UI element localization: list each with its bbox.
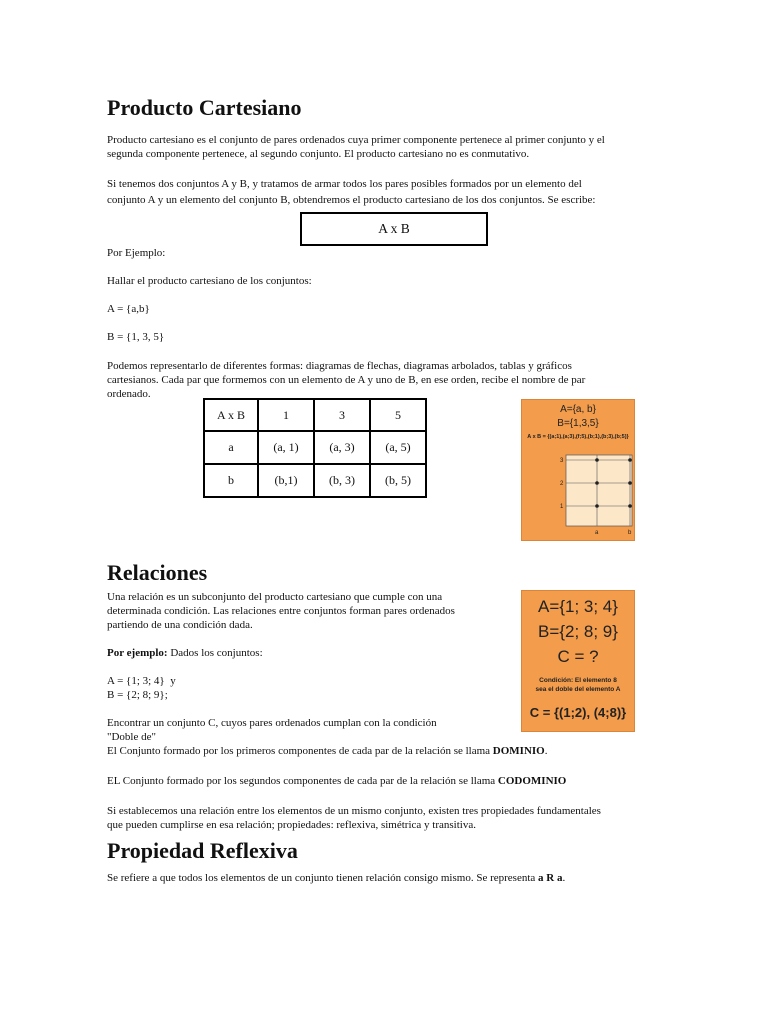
- y-tick-label: 2: [560, 481, 564, 487]
- notation-box: A x B: [300, 212, 488, 246]
- graph-plot: [522, 400, 636, 542]
- table-cell: (b, 3): [314, 464, 370, 497]
- table-header-cell: A x B: [204, 399, 258, 431]
- text: Se refiere a que todos los elementos de un conjunto tienen relación consigo mismo. Se representa: [107, 872, 539, 884]
- table-header-cell: 1: [258, 399, 314, 431]
- text-line: conjunto A y un elemento del conjunto B, obtendremos el producto cartesiano de los dos conjuntos. Se escribe:: [107, 194, 596, 206]
- text-line: Una relación es un subconjunto del producto cartesiano que cumple con una: [107, 591, 443, 603]
- figure-set-b: B={1,3,5}: [557, 418, 599, 429]
- text: El Conjunto formado por los primeros componentes de cada par de la relación se llama: [107, 745, 493, 757]
- text-line: determinada condición. Las relaciones entre conjuntos forman pares ordenados: [107, 605, 455, 617]
- figure-product: A x B = {(a;1),(a;3),(f;5),(b;1),(b;3),(b;5)}: [527, 434, 629, 440]
- label-por-ejemplo: Por Ejemplo:: [107, 247, 166, 259]
- paragraph-codominio: [107, 774, 727, 788]
- cartesian-graph-image: [521, 399, 635, 541]
- y-tick-label: 1: [560, 504, 564, 510]
- table-row: [204, 431, 426, 464]
- paragraph-explicacion: [107, 176, 707, 208]
- paragraph-propiedades: [107, 804, 727, 832]
- figure-set-a: A={1; 3; 4}: [538, 597, 618, 616]
- table-header-cell: 3: [314, 399, 370, 431]
- y-tick-label: 3: [560, 458, 564, 464]
- text-line: cartesianos. Cada par que formemos con un elemento de A y uno de B, en ese orden, recibe el nombre de par: [107, 374, 586, 386]
- text-line: "Doble de": [107, 731, 156, 743]
- set-a: A = {a,b}: [107, 303, 150, 315]
- graph-point: [595, 504, 599, 508]
- text-line: Encontrar un conjunto C, cuyos pares ordenados cumplan con la condición: [107, 717, 437, 729]
- paragraph-relacion: [107, 590, 517, 632]
- table-cell: a: [204, 431, 258, 464]
- label-hallar: Hallar el producto cartesiano de los conjuntos:: [107, 275, 312, 287]
- text-line: Si tenemos dos conjuntos A y B, y tratamos de armar todos los pares posibles formados por un elemento del: [107, 178, 582, 190]
- figure-result: C = {(1;2), (4;8)}: [529, 705, 627, 720]
- term-dominio: DOMINIO: [492, 745, 545, 757]
- paragraph-representacion: [107, 359, 667, 401]
- table-header-cell: 5: [370, 399, 426, 431]
- text: .: [562, 872, 566, 884]
- text-line: Podemos representarlo de diferentes formas: diagramas de flechas, diagramas arbolados, tablas y gráficos: [107, 360, 572, 372]
- text-line: Si establecemos una relación entre los elementos de un mismo conjunto, existen tres propiedades fundamentales: [107, 805, 601, 817]
- cartesian-table: [203, 398, 427, 498]
- text: EL Conjunto formado por los segundos componentes de cada par de la relación se llama: [107, 775, 498, 787]
- title-propiedad-reflexiva: Propiedad Reflexiva: [107, 838, 298, 863]
- paragraph-encontrar: [107, 716, 527, 744]
- title-relaciones: Relaciones: [107, 560, 208, 585]
- table-row: [204, 464, 426, 497]
- table-cell: (a, 3): [314, 431, 370, 464]
- term-codominio: CODOMINIO: [497, 775, 567, 787]
- title-producto-cartesiano: Producto Cartesiano: [107, 95, 302, 120]
- text-line: ordenado.: [107, 388, 151, 400]
- table-cell: (a, 1): [258, 431, 314, 464]
- graph-point: [628, 504, 632, 508]
- paragraph-dominio: [107, 744, 727, 758]
- table-cell: (b, 5): [370, 464, 426, 497]
- table-cell: (b,1): [258, 464, 314, 497]
- graph-point: [595, 458, 599, 462]
- set-a-rel: A = {1; 3; 4} y: [107, 675, 176, 687]
- graph-area: [566, 455, 632, 526]
- table-header-row: [204, 399, 426, 431]
- text-line: Producto cartesiano es el conjunto de pares ordenados cuya primer componente pertenece al primer conjunto y el: [107, 134, 605, 146]
- text: Dados los conjuntos:: [167, 647, 263, 659]
- text-line: partiendo de una condición dada.: [107, 619, 253, 631]
- graph-point: [628, 458, 632, 462]
- x-tick-label: b: [628, 530, 632, 536]
- table-cell: b: [204, 464, 258, 497]
- text-line: que pueden cumplirse en esa relación; propiedades: reflexiva, simétrica y transitiva.: [107, 819, 476, 831]
- set-b: B = {1, 3, 5}: [107, 331, 165, 343]
- paragraph-reflexiva: [107, 871, 727, 885]
- figure-condition: Condición: El elemento 8: [539, 677, 617, 684]
- text-line: segunda componente pertenece, al segundo conjunto. El producto cartesiano no es conmutativo.: [107, 148, 530, 160]
- notation-ara: a R a: [538, 872, 563, 884]
- label-por-ejemplo-2: [107, 646, 263, 660]
- table-cell: (a, 5): [370, 431, 426, 464]
- text: .: [544, 745, 548, 757]
- graph-point: [595, 481, 599, 485]
- figure-set-a: A={a, b}: [560, 404, 596, 415]
- figure-set-b: B={2; 8; 9}: [538, 622, 618, 641]
- graph-point: [628, 481, 632, 485]
- x-tick-label: a: [595, 530, 599, 536]
- relation-example-image: [521, 590, 635, 732]
- set-b-rel: B = {2; 8; 9};: [107, 689, 168, 701]
- bold-text: Por ejemplo:: [107, 647, 168, 659]
- figure-condition: sea el doble del elemento A: [535, 686, 621, 693]
- figure-set-c: C = ?: [557, 647, 599, 666]
- paragraph-definicion: [107, 133, 707, 161]
